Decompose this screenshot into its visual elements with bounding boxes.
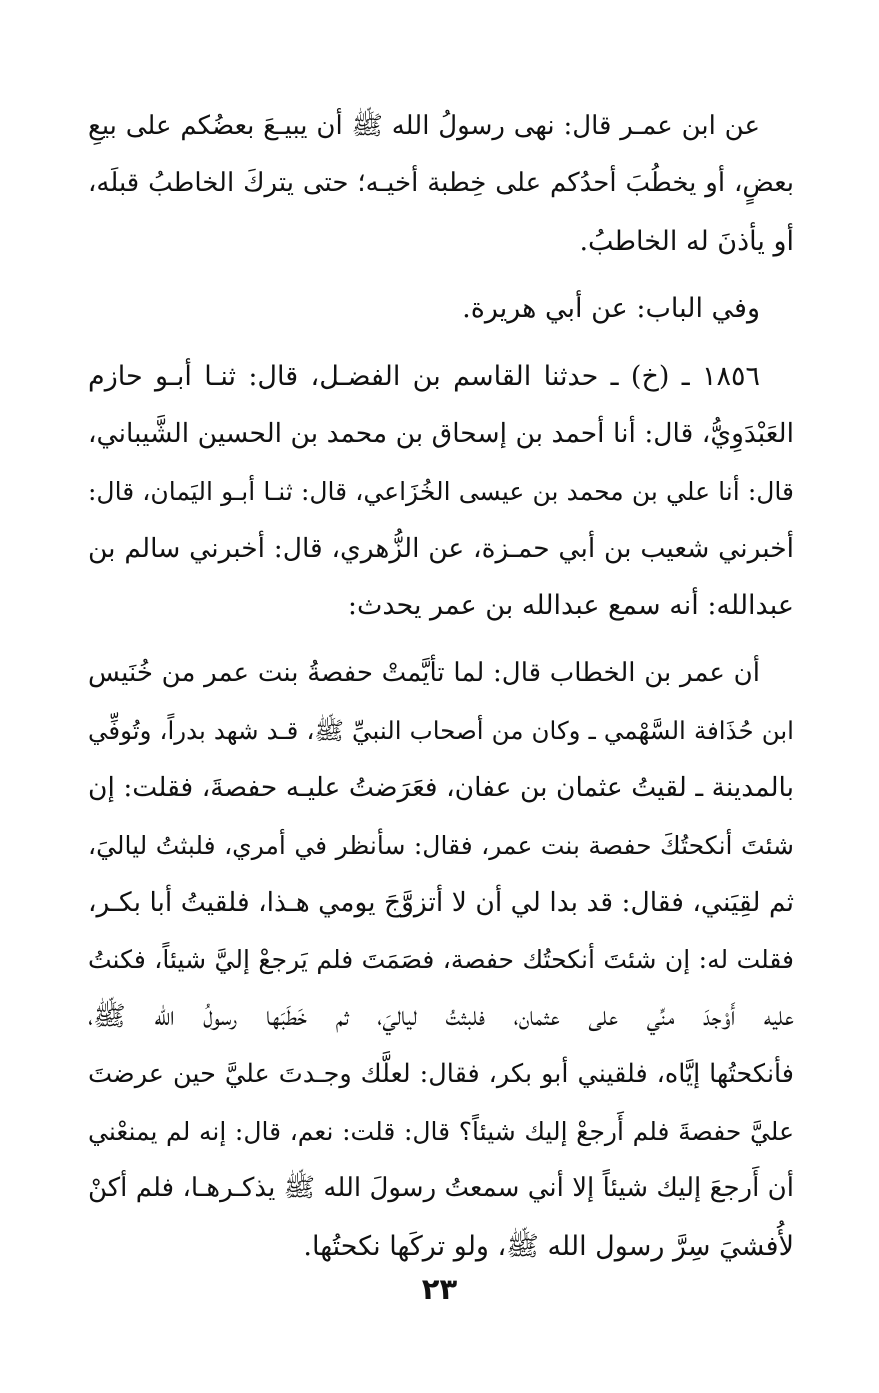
text-line: ١٨٥٦ ـ (خ) ـ حدثنا القاسم بن الفضـل، قال: ثنـا أبـو حازم [88, 361, 760, 393]
text-line: فقلت له: إن شئتَ أنكحتُك حفصة، فصَمَتَ فلم يَرجعْ إليَّ شيئاً، فكنتُ [88, 945, 794, 975]
page-number: ٢٣ [421, 1272, 458, 1306]
text-line: فأنكحتُها إيَّاه، فلقيني أبو بكر، فقال: لعلَّك وجـدتَ عليَّ حين عرضتَ [88, 1058, 794, 1089]
text-line: شئتَ أنكحتُكَ حفصة بنت عمر، فقال: سأنظر في أمري، فلبثتُ لياليَ، [88, 830, 794, 860]
main-text [88, 98, 794, 1275]
text-line: أخبرني شعيب بن أبي حمـزة، عن الزُّهري، قال: أخبرني سالم بن [88, 533, 794, 565]
text-line: وفي الباب: عن أبي هريرة. [462, 292, 760, 324]
text-line: عليه أَوْجدَ منِّي على عثمان، فلبثتُ لياليَ، ثم خَطَبَها رسولُ الله ﷺ، [88, 1001, 794, 1033]
hadith-1856-isnad [88, 348, 794, 634]
text-line: أن عمر بن الخطاب قال: لما تأيَّمتْ حفصةُ بنت عمر من خُنَيس [88, 657, 760, 688]
text-line: عن ابن عمـر قال: نهى رسولُ الله ﷺ أن يبيـعَ بعضُكم على بيعِ [88, 111, 760, 141]
fil-bab-note [88, 280, 794, 337]
text-line: عليَّ حفصةَ فلم أَرجعْ إليك شيئاً؟ قال: قلت: نعم، قال: إنه لم يمنعْني [88, 1117, 794, 1147]
text-line: بعضٍ، أو يخطُبَ أحدُكم على خِطبة أخيـه؛ حتى يتركَ الخاطبُ قبلَه، [88, 168, 794, 199]
text-line: عبدالله: أنه سمع عبدالله بن عمر يحدث: [347, 590, 794, 622]
text-line: ثم لقِيَني، فقال: قد بدا لي أن لا أتزوَّجَ يومي هـذا، فلقيتُ أبا بكـر، [88, 886, 794, 918]
hadith-1855-text [88, 98, 794, 270]
text-line: العَبْدَوِيُّ، قال: أنا أحمد بن إسحاق بن محمد بن الحسين الشَّيباني، [88, 418, 794, 450]
text-line: أن أَرجعَ إليك شيئاً إلا أني سمعتُ رسولَ الله ﷺ يذكـرهـا، فلم أكنْ [88, 1173, 794, 1204]
text-line: لأُفشيَ سِرَّ رسول الله ﷺ، ولو تركَها نكحتُها. [303, 1230, 794, 1262]
text-line: ابن حُذَافة السَّهْمي ـ وكان من أصحاب النبيِّ ﷺ، قـد شهد بدراً، وتُوفِّي [88, 715, 794, 745]
text-line: أو يأذنَ له الخاطبُ. [579, 225, 794, 257]
text-line: بالمدينة ـ لقيتُ عثمان بن عفان، فعَرَضتُ عليـه حفصةَ، فقلت: إن [88, 772, 794, 804]
text-line: قال: أنا علي بن محمد بن عيسى الخُزَاعي، قال: ثنـا أبـو اليَمان، قال: [88, 476, 794, 506]
hadith-1856-matn [88, 645, 794, 1275]
